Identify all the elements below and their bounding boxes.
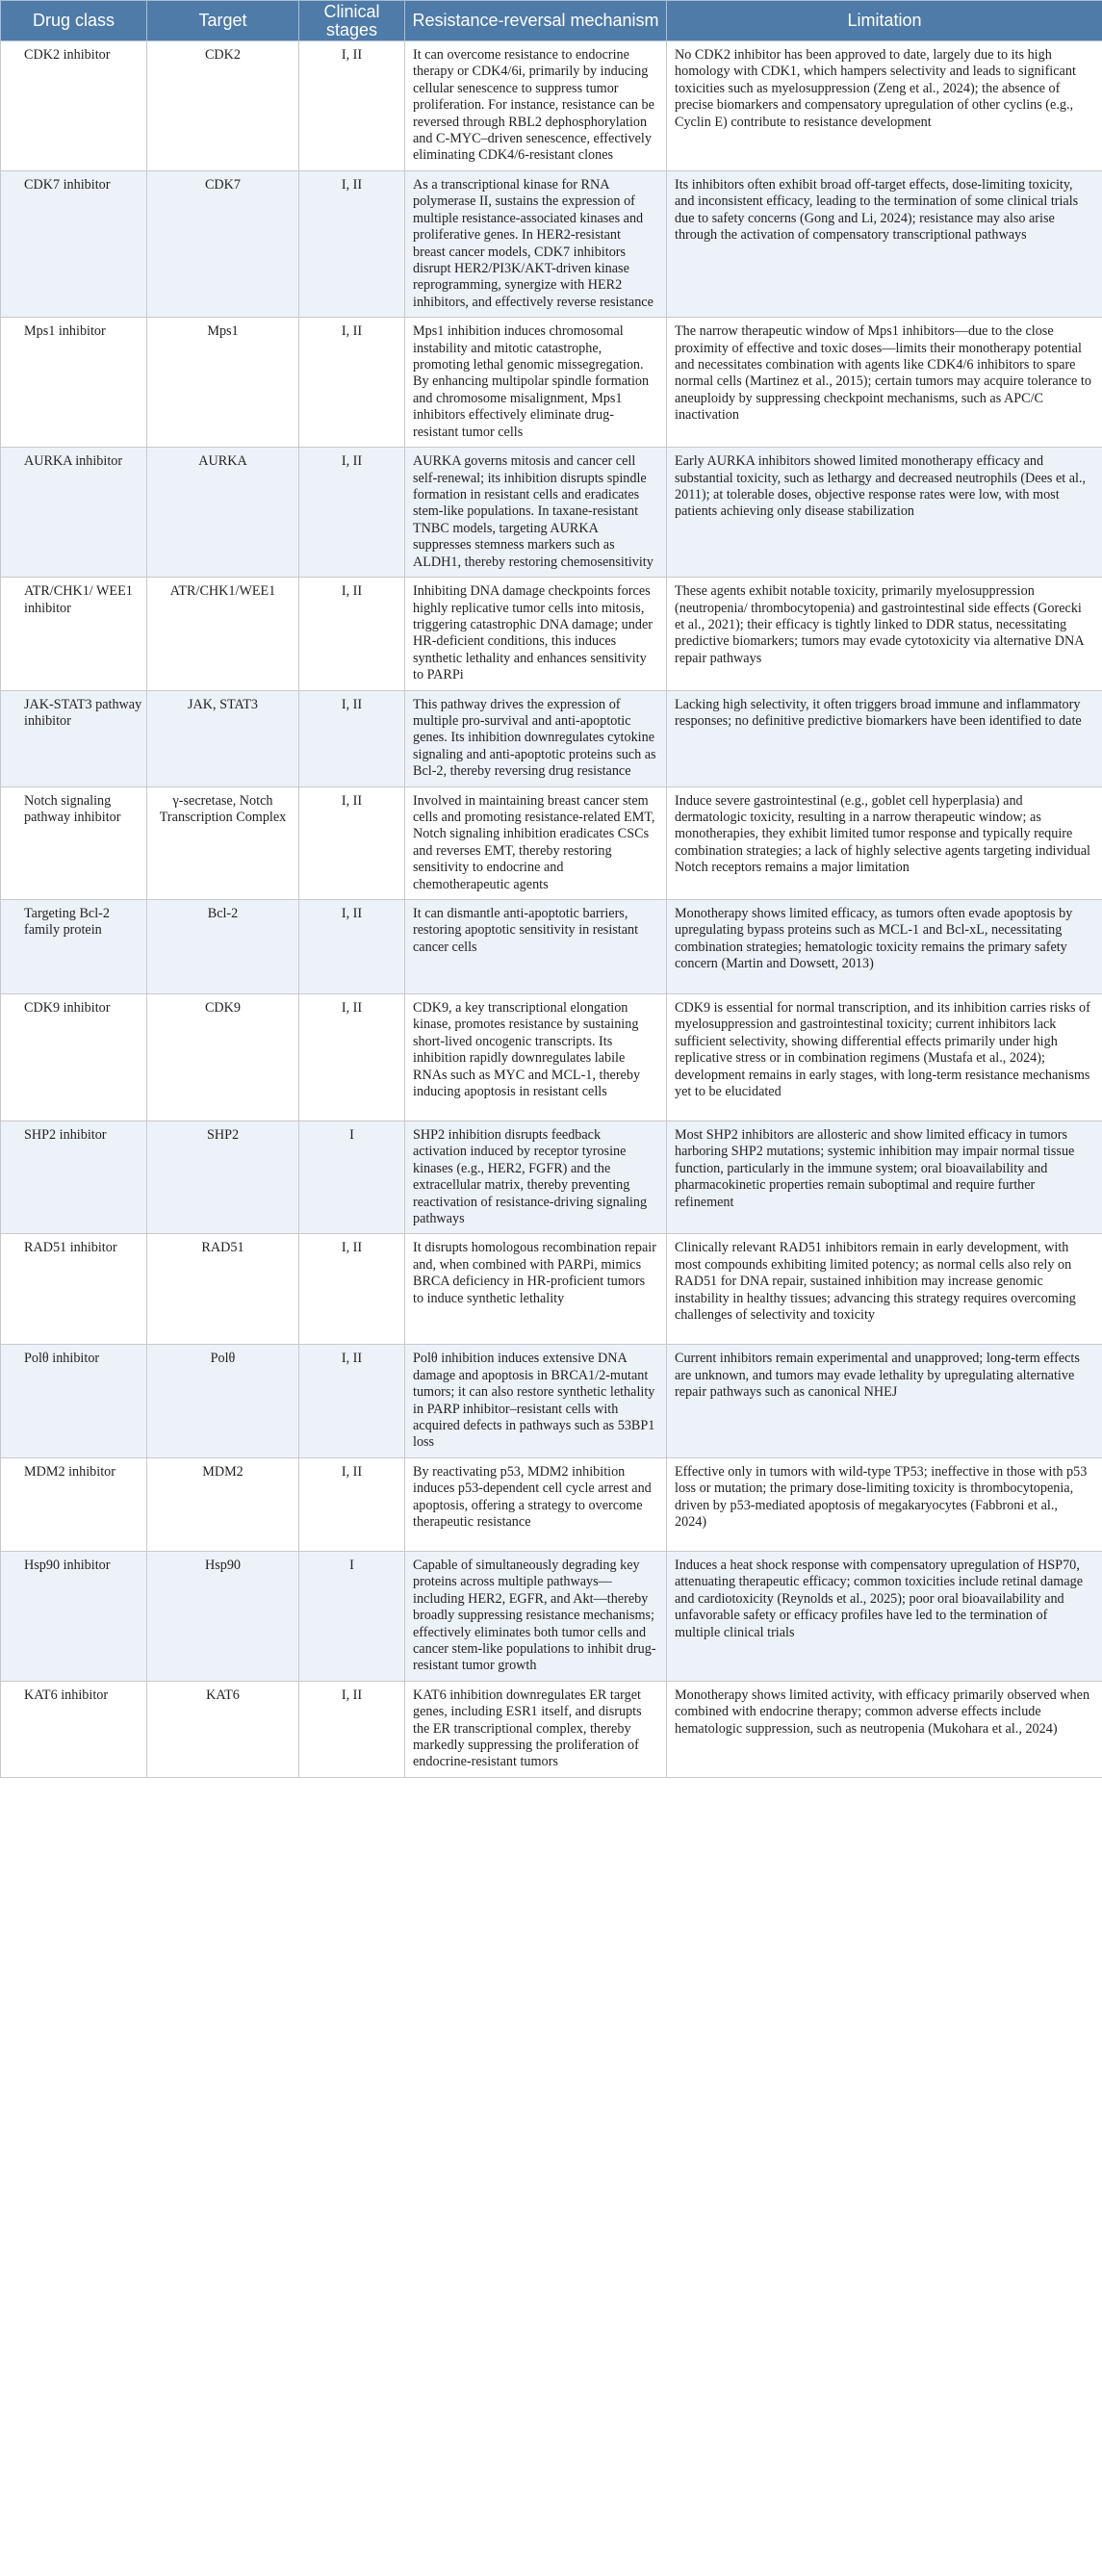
header-clinical-stages: Clinical stages xyxy=(299,1,405,41)
cell-limitation: Current inhibitors remain experimental and unapproved; long-term effects are unknown, and tumors may evade lethality by upregulating alternative repair pathways such as canonical NHEJ xyxy=(667,1345,1102,1457)
cell-clinical-stages: I, II xyxy=(299,1457,405,1551)
cell-target: JAK, STAT3 xyxy=(147,690,299,786)
cell-drug-class: CDK9 inhibitor xyxy=(1,994,147,1121)
header-target: Target xyxy=(147,1,299,41)
cell-mechanism: Inhibiting DNA damage checkpoints forces highly replicative tumor cells into mitosis, triggering catastrophic DNA damage; under HR-deficient conditions, this induces synthetic lethality and enhances sensitivity to PARPi xyxy=(405,578,667,690)
cell-drug-class: KAT6 inhibitor xyxy=(1,1681,147,1777)
cell-target: RAD51 xyxy=(147,1234,299,1345)
cell-limitation: Induce severe gastrointestinal (e.g., goblet cell hyperplasia) and dermatologic toxicity, resulting in a narrow therapeutic window; as monotherapies, they exhibit limited tumor response and typically require combination strategies; a lack of highly selective agents targeting individual Notch receptors remains a major limitation xyxy=(667,786,1102,899)
cell-mechanism: It can overcome resistance to endocrine therapy or CDK4/6i, primarily by inducing cellular senescence to suppress tumor proliferation. For instance, resistance can be reversed through RBL2 dephosphorylation and C-MYC–driven senescence, effectively eliminating CDK4/6-resistant clones xyxy=(405,41,667,171)
cell-mechanism: As a transcriptional kinase for RNA polymerase II, sustains the expression of multiple resistance-associated kinases and proliferative genes. In HER2-resistant breast cancer models, CDK7 inhibitors disrupt HER2/PI3K/AKT-driven kinase reprogramming, synergize with HER2 inhibitors, and effectively reverse resistance xyxy=(405,171,667,318)
cell-drug-class: Mps1 inhibitor xyxy=(1,318,147,448)
cell-target: CDK7 xyxy=(147,171,299,318)
cell-clinical-stages: I xyxy=(299,1121,405,1234)
cell-drug-class: SHP2 inhibitor xyxy=(1,1121,147,1234)
cell-limitation: Monotherapy shows limited activity, with efficacy primarily observed when combined with endocrine therapy; common adverse effects include hematologic suppression, such as neutropenia (Mukohara et al., 2024) xyxy=(667,1681,1102,1777)
cell-drug-class: RAD51 inhibitor xyxy=(1,1234,147,1345)
cell-clinical-stages: I, II xyxy=(299,171,405,318)
cell-target: γ-secretase, Notch Transcription Complex xyxy=(147,786,299,899)
cell-drug-class: Polθ inhibitor xyxy=(1,1345,147,1457)
cell-mechanism: KAT6 inhibition downregulates ER target genes, including ESR1 itself, and disrupts the ER transcriptional complex, thereby markedly suppressing the proliferation of endocrine-resistant tumors xyxy=(405,1681,667,1777)
table-row xyxy=(1,1345,1102,1457)
cell-mechanism: Involved in maintaining breast cancer stem cells and promoting resistance-related EMT, Notch signaling inhibition eradicates CSCs and reverses EMT, thereby restoring sensitivity to endocrine and chemotherapeutic agents xyxy=(405,786,667,899)
cell-target: CDK9 xyxy=(147,994,299,1121)
cell-drug-class: CDK7 inhibitor xyxy=(1,171,147,318)
cell-drug-class: AURKA inhibitor xyxy=(1,448,147,578)
cell-drug-class: MDM2 inhibitor xyxy=(1,1457,147,1551)
table-row xyxy=(1,41,1102,171)
cell-limitation: Effective only in tumors with wild-type TP53; ineffective in those with p53 loss or mutation; the primary dose-limiting toxicity is thrombocytopenia, driven by p53-mediated apoptosis of megakaryocytes (Fabbroni et al., 2024) xyxy=(667,1457,1102,1551)
cell-clinical-stages: I, II xyxy=(299,690,405,786)
cell-drug-class: Hsp90 inhibitor xyxy=(1,1551,147,1681)
cell-clinical-stages: I, II xyxy=(299,1345,405,1457)
cell-limitation: Lacking high selectivity, it often triggers broad immune and inflammatory responses; no definitive predictive biomarkers have been identified to date xyxy=(667,690,1102,786)
cell-mechanism: Mps1 inhibition induces chromosomal instability and mitotic catastrophe, promoting lethal genomic missegregation. By enhancing multipolar spindle formation and chromosome misalignment, Mps1 inhibitors effectively eliminate drug-resistant tumor cells xyxy=(405,318,667,448)
header-row xyxy=(1,1,1102,41)
cell-target: SHP2 xyxy=(147,1121,299,1234)
cell-mechanism: SHP2 inhibition disrupts feedback activation induced by receptor tyrosine kinases (e.g., HER2, FGFR) and the extracellular matrix, thereby preventing reactivation of resistance-driving signaling pathways xyxy=(405,1121,667,1234)
header-mechanism: Resistance-reversal mechanism xyxy=(405,1,667,41)
table-row xyxy=(1,1234,1102,1345)
cell-drug-class: Notch signaling pathway inhibitor xyxy=(1,786,147,899)
cell-target: ATR/CHK1/WEE1 xyxy=(147,578,299,690)
cell-target: Bcl-2 xyxy=(147,900,299,994)
cell-mechanism: CDK9, a key transcriptional elongation kinase, promotes resistance by sustaining short-lived oncogenic transcripts. Its inhibition rapidly downregulates labile RNAs such as MYC and MCL-1, thereby inducing apoptosis in resistant cells xyxy=(405,994,667,1121)
table-row xyxy=(1,318,1102,448)
cell-limitation: These agents exhibit notable toxicity, primarily myelosuppression (neutropenia/ thrombocytopenia) and gastrointestinal side effects (Gorecki et al., 2021); their efficacy is tightly linked to DDR status, necessitating predictive biomarkers; tumors may evade cytotoxicity via alternative DNA repair pathways xyxy=(667,578,1102,690)
cell-limitation: Its inhibitors often exhibit broad off-target effects, dose-limiting toxicity, and inconsistent efficacy, leading to the termination of some clinical trials due to safety concerns (Gong and Li, 2024); resistance may also arise through the activation of compensatory transcriptional pathways xyxy=(667,171,1102,318)
table-body xyxy=(1,41,1102,1778)
cell-mechanism: Polθ inhibition induces extensive DNA damage and apoptosis in BRCA1/2-mutant tumors; it can also restore synthetic lethality in PARP inhibitor–resistant cells with acquired defects in pathways such as 53BP1 loss xyxy=(405,1345,667,1457)
header-drug-class: Drug class xyxy=(1,1,147,41)
table-header xyxy=(1,1,1102,41)
cell-mechanism: This pathway drives the expression of multiple pro-survival and anti-apoptotic genes. Its inhibition downregulates cytokine signaling and anti-apoptotic proteins such as Bcl-2, thereby reversing drug resistance xyxy=(405,690,667,786)
cell-limitation: Induces a heat shock response with compensatory upregulation of HSP70, attenuating therapeutic efficacy; common toxicities include retinal damage and cardiotoxicity (Reynolds et al., 2025); poor oral bioavailability and unfavorable safety or efficacy profiles have led to the termination of multiple clinical trials xyxy=(667,1551,1102,1681)
cell-mechanism: AURKA governs mitosis and cancer cell self-renewal; its inhibition disrupts spindle formation in resistant cells and eradicates stem-like populations. In taxane-resistant TNBC models, targeting AURKA suppresses stemness markers such as ALDH1, thereby restoring chemosensitivity xyxy=(405,448,667,578)
cell-mechanism: It disrupts homologous recombination repair and, when combined with PARPi, mimics BRCA deficiency in HR-proficient tumors to induce synthetic lethality xyxy=(405,1234,667,1345)
cell-mechanism: By reactivating p53, MDM2 inhibition induces p53-dependent cell cycle arrest and apoptosis, offering a strategy to overcome therapeutic resistance xyxy=(405,1457,667,1551)
cell-limitation: No CDK2 inhibitor has been approved to date, largely due to its high homology with CDK1, which hampers selectivity and leads to significant toxicities such as myelosuppression (Zeng et al., 2024); the absence of precise biomarkers and compensatory upregulation of other cyclins (e.g., Cyclin E) contribute to resistance development xyxy=(667,41,1102,171)
cell-clinical-stages: I, II xyxy=(299,448,405,578)
table-row xyxy=(1,786,1102,899)
cell-clinical-stages: I, II xyxy=(299,1234,405,1345)
table-row xyxy=(1,1551,1102,1681)
header-limitation: Limitation xyxy=(667,1,1102,41)
table-row xyxy=(1,578,1102,690)
cell-mechanism: It can dismantle anti-apoptotic barriers, restoring apoptotic sensitivity in resistant cancer cells xyxy=(405,900,667,994)
cell-limitation: The narrow therapeutic window of Mps1 inhibitors—due to the close proximity of effective and toxic doses—limits their monotherapy potential and necessitates combination with agents like CDK4/6 inhibitors to spare normal cells (Martinez et al., 2015); certain tumors may acquire tolerance to aneuploidy by suppressing checkpoint mechanisms, such as APC/C inactivation xyxy=(667,318,1102,448)
cell-limitation: Most SHP2 inhibitors are allosteric and show limited efficacy in tumors harboring SHP2 mutations; systemic inhibition may impair normal tissue function, particularly in the immune system; oral bioavailability and pharmacokinetic properties remain suboptimal and require further refinement xyxy=(667,1121,1102,1234)
cell-target: MDM2 xyxy=(147,1457,299,1551)
table-row xyxy=(1,994,1102,1121)
cell-clinical-stages: I, II xyxy=(299,41,405,171)
cell-mechanism: Capable of simultaneously degrading key proteins across multiple pathways—including HER2, EGFR, and Akt—thereby broadly suppressing resistance mechanisms; effectively eliminates both tumor cells and cancer stem-like populations to inhibit drug-resistant tumor growth xyxy=(405,1551,667,1681)
cell-target: Hsp90 xyxy=(147,1551,299,1681)
cell-target: CDK2 xyxy=(147,41,299,171)
cell-drug-class: Targeting Bcl-2 family protein xyxy=(1,900,147,994)
cell-clinical-stages: I, II xyxy=(299,900,405,994)
cell-clinical-stages: I, II xyxy=(299,578,405,690)
cell-limitation: Clinically relevant RAD51 inhibitors remain in early development, with most compounds exhibiting limited potency; as normal cells also rely on RAD51 for DNA repair, sustained inhibition may increase genomic instability in healthy tissues; advancing this strategy requires overcoming challenges of selectivity and toxicity xyxy=(667,1234,1102,1345)
cell-limitation: Monotherapy shows limited efficacy, as tumors often evade apoptosis by upregulating bypass proteins such as MCL-1 and Bcl-xL, necessitating combination strategies; hematologic toxicity remains the primary safety concern (Martin and Dowsett, 2013) xyxy=(667,900,1102,994)
cell-clinical-stages: I, II xyxy=(299,1681,405,1777)
cell-clinical-stages: I, II xyxy=(299,318,405,448)
cell-drug-class: JAK-STAT3 pathway inhibitor xyxy=(1,690,147,786)
table-row xyxy=(1,1681,1102,1777)
table-row xyxy=(1,1457,1102,1551)
cell-limitation: Early AURKA inhibitors showed limited monotherapy efficacy and substantial toxicity, such as lethargy and decreased neutrophils (Dees et al., 2011); at tolerable doses, objective response rates were low, with most patients achieving only disease stabilization xyxy=(667,448,1102,578)
table-row xyxy=(1,900,1102,994)
cell-target: Mps1 xyxy=(147,318,299,448)
cell-clinical-stages: I xyxy=(299,1551,405,1681)
table-row xyxy=(1,171,1102,318)
cell-target: AURKA xyxy=(147,448,299,578)
cell-limitation: CDK9 is essential for normal transcription, and its inhibition carries risks of myelosuppression and gastrointestinal toxicity; current inhibitors lack sufficient selectivity, showing differential effects primarily under high replicative stress or in combination regimens (Mustafa et al., 2024); development remains in early stages, with long-term resistance mechanisms yet to be elucidated xyxy=(667,994,1102,1121)
cell-target: KAT6 xyxy=(147,1681,299,1777)
cell-drug-class: ATR/CHK1/ WEE1 inhibitor xyxy=(1,578,147,690)
table-row xyxy=(1,448,1102,578)
cell-clinical-stages: I, II xyxy=(299,786,405,899)
table-row xyxy=(1,690,1102,786)
table-row xyxy=(1,1121,1102,1234)
cell-clinical-stages: I, II xyxy=(299,994,405,1121)
cell-target: Polθ xyxy=(147,1345,299,1457)
cell-drug-class: CDK2 inhibitor xyxy=(1,41,147,171)
